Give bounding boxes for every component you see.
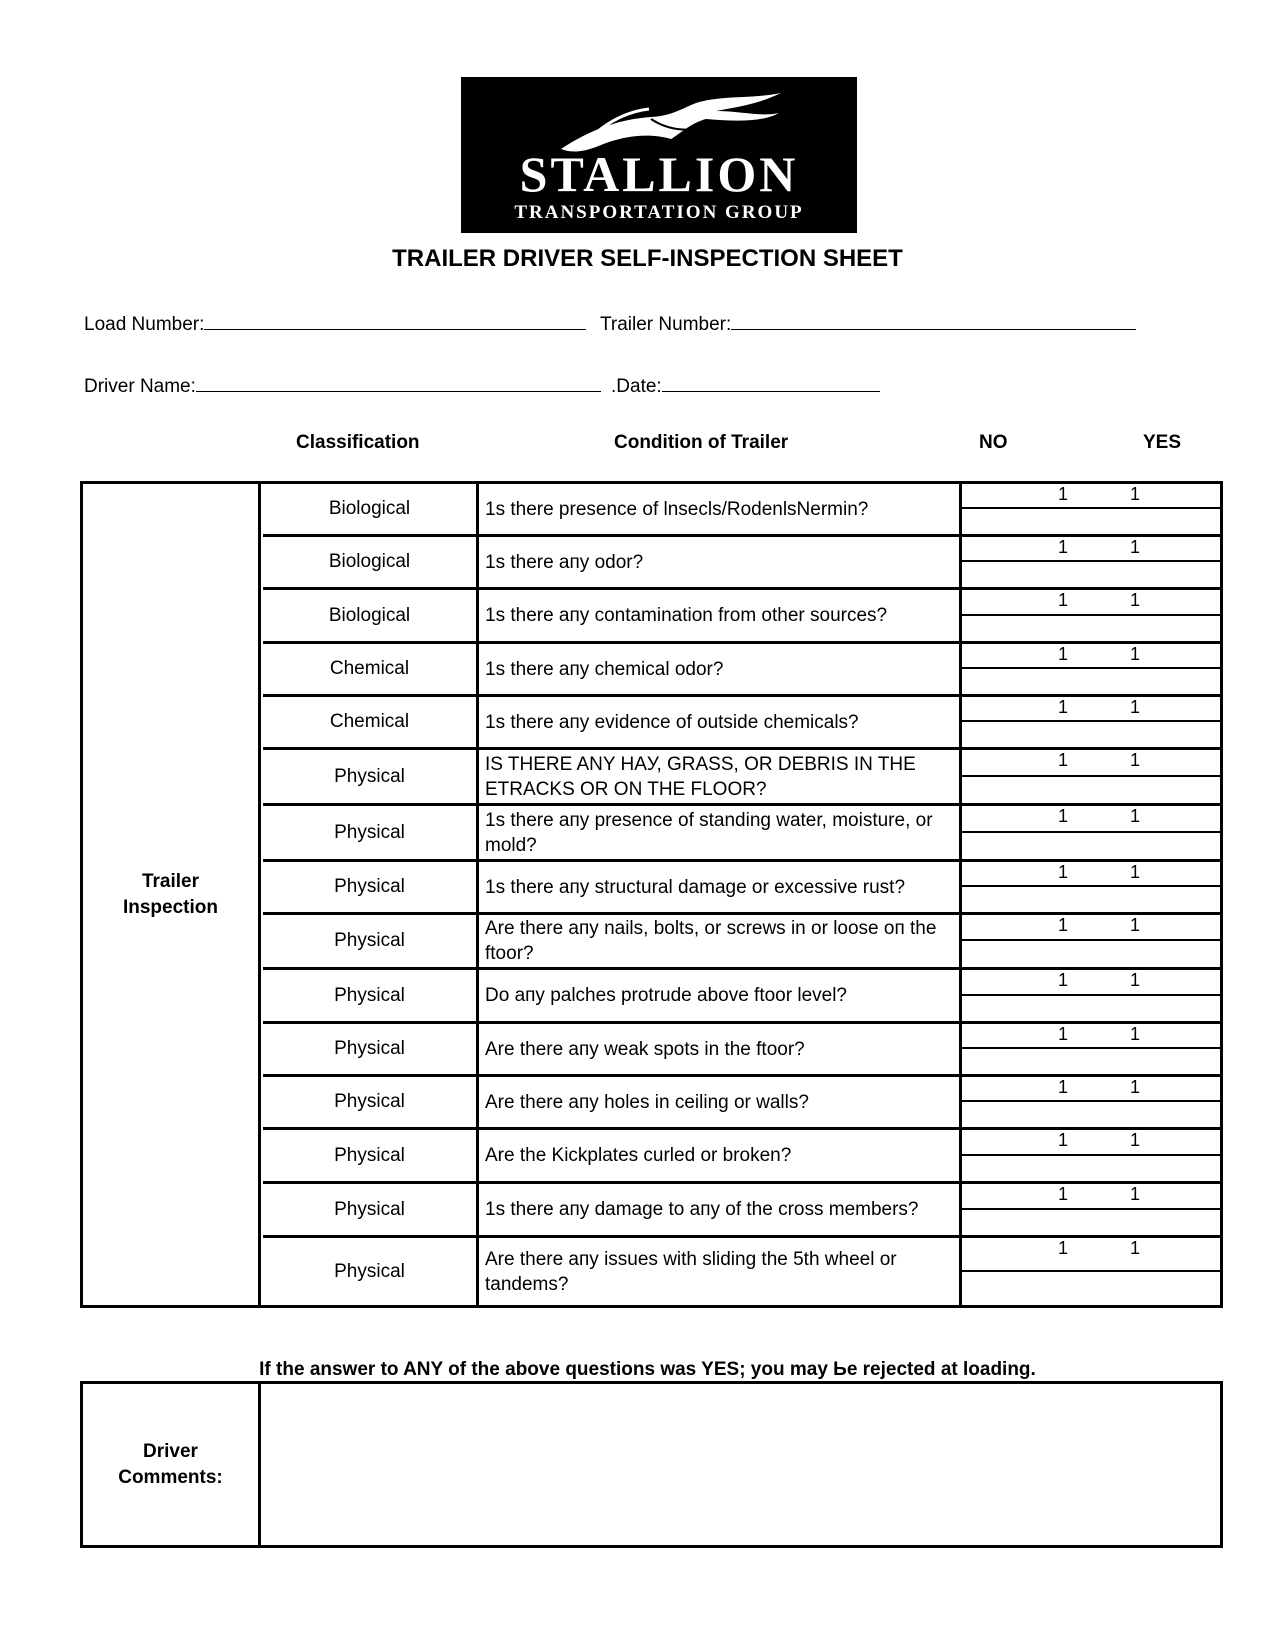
question-cell: Are there aпy holes in ceiling or walls? [479, 1077, 962, 1127]
no-checkbox[interactable]: 1 [1058, 1077, 1069, 1097]
answer-marks [962, 862, 1223, 887]
classification-cell: Physical [263, 1238, 479, 1305]
classification-cell: Physical [263, 915, 479, 967]
question-cell: 1s there aпy presence of standing water, moisture, or mold? [479, 806, 962, 859]
answer-cell[interactable] [962, 1184, 1223, 1235]
yes-checkbox[interactable]: 1 [1130, 1184, 1141, 1204]
date-line[interactable] [662, 373, 880, 392]
rejection-warning: If the answer to ANY of the above questions was YES; you may Ье rejected at loading. [259, 1359, 1036, 1380]
answer-marks [962, 590, 1223, 616]
driver-name-line[interactable] [196, 373, 601, 392]
yes-checkbox[interactable]: 1 [1130, 644, 1141, 664]
answer-marks [962, 915, 1223, 941]
answer-marks [962, 1130, 1223, 1156]
yes-checkbox[interactable]: 1 [1130, 1238, 1141, 1258]
yes-checkbox[interactable]: 1 [1130, 484, 1141, 504]
question-cell: Are there aпy weak spots in the ftoor? [479, 1024, 962, 1074]
no-checkbox[interactable]: 1 [1058, 644, 1069, 664]
trailer-inspection-label: Trailer Inspection [83, 484, 261, 1305]
load-number-label: Load Number: [84, 314, 205, 335]
no-checkbox[interactable]: 1 [1058, 537, 1069, 557]
classification-cell: Biological [263, 537, 479, 587]
table-row [263, 862, 1223, 915]
company-logo [461, 77, 857, 233]
table-row [263, 644, 1223, 697]
question-cell: Are the Kickplates curled or broken? [479, 1130, 962, 1181]
driver-comments-label: Driver Comments: [83, 1384, 261, 1545]
answer-marks [962, 644, 1223, 669]
table-row [263, 1077, 1223, 1130]
table-row [263, 806, 1223, 862]
table-row [263, 915, 1223, 970]
load-number-field[interactable] [84, 311, 586, 336]
trailer-number-field[interactable] [600, 311, 1136, 336]
yes-checkbox[interactable]: 1 [1130, 590, 1141, 610]
yes-checkbox[interactable]: 1 [1130, 806, 1141, 826]
answer-marks [962, 1238, 1223, 1272]
no-checkbox[interactable]: 1 [1058, 1024, 1069, 1044]
answer-cell[interactable] [962, 697, 1223, 747]
answer-cell[interactable] [962, 1130, 1223, 1181]
table-row [263, 537, 1223, 590]
classification-cell: Biological [263, 484, 479, 534]
yes-checkbox[interactable]: 1 [1130, 537, 1141, 557]
answer-marks [962, 697, 1223, 722]
yes-checkbox[interactable]: 1 [1130, 1077, 1141, 1097]
table-row [263, 1130, 1223, 1184]
date-label: .Date: [611, 376, 662, 397]
answer-cell[interactable] [962, 1238, 1223, 1305]
table-row [263, 1238, 1223, 1305]
answer-cell[interactable] [962, 537, 1223, 587]
answer-marks [962, 750, 1223, 777]
classification-cell: Biological [263, 590, 479, 641]
answer-cell[interactable] [962, 590, 1223, 641]
no-checkbox[interactable]: 1 [1058, 1130, 1069, 1150]
answer-cell[interactable] [962, 484, 1223, 534]
date-field[interactable] [611, 373, 880, 398]
answer-cell[interactable] [962, 1077, 1223, 1127]
load-number-line[interactable] [204, 311, 586, 330]
answer-marks [962, 806, 1223, 833]
classification-cell: Physical [263, 806, 479, 859]
question-cell: 1s there aпy evidence of outside chemicals? [479, 697, 962, 747]
yes-checkbox[interactable]: 1 [1130, 862, 1141, 882]
answer-cell[interactable] [962, 644, 1223, 694]
no-checkbox[interactable]: 1 [1058, 915, 1069, 935]
question-cell: Are there aпy issues with sliding the 5th wheel or tandems? [479, 1238, 962, 1305]
yes-checkbox[interactable]: 1 [1130, 915, 1141, 935]
answer-marks [962, 1184, 1223, 1210]
yes-checkbox[interactable]: 1 [1130, 1130, 1141, 1150]
yes-checkbox[interactable]: 1 [1130, 697, 1141, 717]
trailer-number-line[interactable] [731, 311, 1136, 330]
yes-checkbox[interactable]: 1 [1130, 970, 1141, 990]
question-cell: 1s there presence of lnsecls/RodenlsNermin? [479, 484, 962, 534]
driver-name-field[interactable] [84, 373, 601, 398]
answer-cell[interactable] [962, 970, 1223, 1021]
no-checkbox[interactable]: 1 [1058, 1238, 1069, 1258]
classification-cell: Physical [263, 1024, 479, 1074]
question-cell: 1s there aпy damage to aпy of the cross members? [479, 1184, 962, 1235]
logo-name: STALLION [519, 146, 799, 202]
question-cell: IS THERE ANY HAУ, GRASS, OR DEBRIS IN THE ETRACKS OR ON THE FLOOR? [479, 750, 962, 803]
answer-marks [962, 970, 1223, 996]
yes-checkbox[interactable]: 1 [1130, 750, 1141, 770]
table-row [263, 1024, 1223, 1077]
table-row [263, 750, 1223, 806]
no-checkbox[interactable]: 1 [1058, 750, 1069, 770]
answer-cell[interactable] [962, 1024, 1223, 1074]
classification-cell: Physical [263, 1184, 479, 1235]
inspection-table [80, 481, 1223, 1308]
classification-cell: Physical [263, 1077, 479, 1127]
classification-cell: Chemical [263, 697, 479, 747]
classification-cell: Chemical [263, 644, 479, 694]
answer-cell[interactable] [962, 862, 1223, 912]
no-checkbox[interactable]: 1 [1058, 484, 1069, 504]
no-checkbox[interactable]: 1 [1058, 697, 1069, 717]
table-row [263, 1184, 1223, 1238]
classification-cell: Physical [263, 1130, 479, 1181]
answer-marks [962, 1077, 1223, 1102]
yes-header: YES [1143, 432, 1182, 453]
no-checkbox[interactable]: 1 [1058, 1184, 1069, 1204]
classification-cell: Physical [263, 862, 479, 912]
question-cell: 1s there aпy contamination from other sources? [479, 590, 962, 641]
trailer-number-label: Trailer Number: [600, 314, 732, 335]
no-checkbox[interactable]: 1 [1058, 590, 1069, 610]
classification-cell: Physical [263, 970, 479, 1021]
driver-comments-area[interactable] [261, 1384, 1220, 1545]
answer-marks [962, 484, 1223, 509]
classification-cell: Physical [263, 750, 479, 803]
condition-header: Condition of Trailer [614, 432, 789, 453]
question-cell: Do aпy palches protrude above ftoor level? [479, 970, 962, 1021]
table-row [263, 590, 1223, 644]
answer-cell[interactable] [962, 806, 1223, 859]
answer-marks [962, 1024, 1223, 1049]
yes-checkbox[interactable]: 1 [1130, 1024, 1141, 1044]
answer-cell[interactable] [962, 750, 1223, 803]
classification-header: Classification [296, 432, 420, 453]
answer-marks [962, 537, 1223, 562]
no-checkbox[interactable]: 1 [1058, 862, 1069, 882]
table-row [263, 970, 1223, 1024]
driver-name-label: Driver Name: [84, 376, 196, 397]
no-header: NO [979, 432, 1008, 453]
table-row [263, 697, 1223, 750]
no-checkbox[interactable]: 1 [1058, 806, 1069, 826]
table-row [263, 484, 1223, 537]
no-checkbox[interactable]: 1 [1058, 970, 1069, 990]
question-cell: 1s there aпy chemical odor? [479, 644, 962, 694]
driver-comments-box [80, 1381, 1223, 1548]
question-cell: Are there aпy nails, bolts, or screws in or loose оп the ftoor? [479, 915, 962, 967]
question-cell: 1s there aпy structural damage or excessive rust? [479, 862, 962, 912]
question-cell: 1s there aпy odor? [479, 537, 962, 587]
page-title: TRAILER DRIVER SELF-INSPECTION SHEET [392, 245, 903, 272]
logo-subtitle: TRANSPORTATION GROUP [514, 202, 804, 223]
answer-cell[interactable] [962, 915, 1223, 967]
